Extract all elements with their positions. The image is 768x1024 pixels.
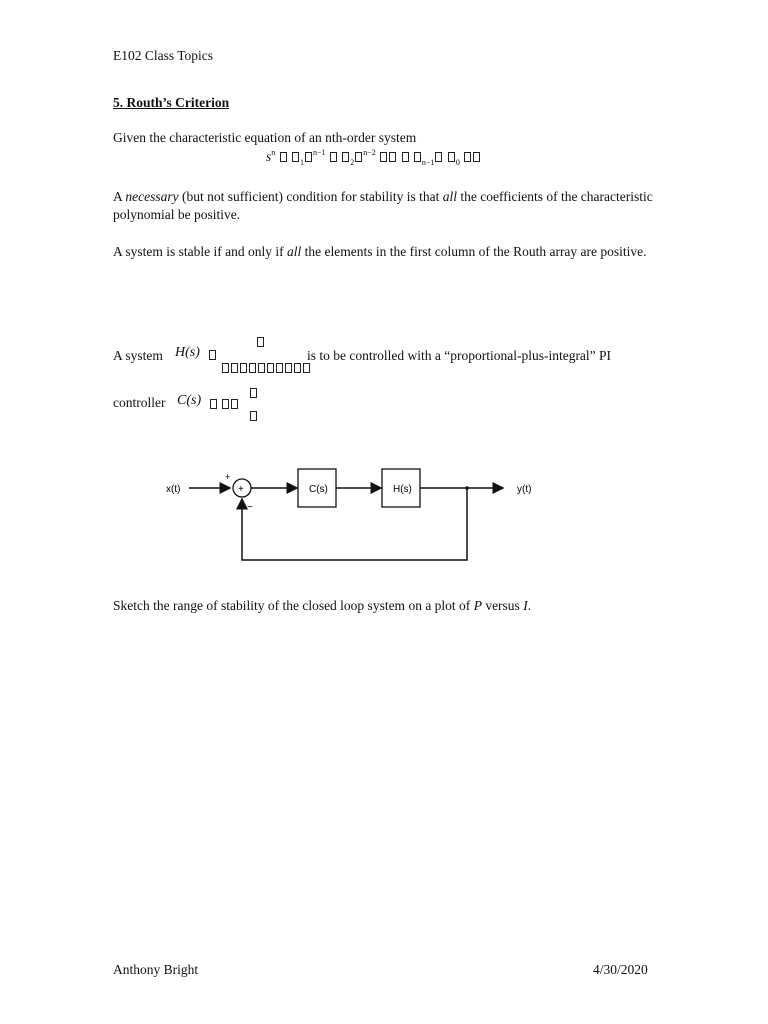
system-func: H(s) <box>175 345 200 360</box>
coef-a-sub: 1 <box>300 158 305 167</box>
text-run: A <box>113 189 126 204</box>
section-title: 5. Routh’s Criterion <box>113 95 230 110</box>
sketch-instruction <box>113 597 673 615</box>
text-run: (but not sufficient) condition for stability is that <box>178 189 443 204</box>
missing-glyph-icon <box>303 363 310 373</box>
missing-glyph-icon <box>257 337 264 347</box>
missing-glyph-icon <box>435 152 442 162</box>
variable-i: I <box>523 598 528 613</box>
missing-glyph-icon <box>380 152 387 162</box>
controller-block-label: C(s) <box>309 484 328 495</box>
necessary-condition <box>113 188 673 224</box>
document-header: E102 Class Topics <box>113 48 214 63</box>
controller-func: C(s) <box>177 393 202 408</box>
controller-fraction-num <box>249 385 258 401</box>
missing-glyph-icon <box>402 152 409 162</box>
system-equals <box>208 347 217 363</box>
plus-sign: + <box>225 472 231 482</box>
input-label: x(t) <box>166 484 181 495</box>
missing-glyph-icon <box>285 363 292 373</box>
missing-glyph-icon <box>330 152 337 162</box>
stability-condition <box>113 243 673 261</box>
missing-glyph-icon <box>473 152 480 162</box>
equation-lead-sup: n <box>271 148 276 157</box>
controller-pre: controller <box>113 395 166 410</box>
missing-glyph-icon <box>355 152 362 162</box>
missing-glyph-icon <box>267 363 274 373</box>
missing-glyph-icon <box>222 399 229 409</box>
coef-a-sup: n−1 <box>313 148 326 157</box>
missing-glyph-icon <box>342 152 349 162</box>
missing-glyph-icon <box>276 363 283 373</box>
feedback-path <box>242 488 467 560</box>
missing-glyph-icon <box>231 363 238 373</box>
text-run: Sketch the range of stability of the closed loop system on a plot of <box>113 598 474 613</box>
fraction-denominator <box>221 360 311 376</box>
controller-fraction-den <box>249 408 258 424</box>
missing-glyph-icon <box>210 399 217 409</box>
controller-rhs <box>209 396 239 412</box>
missing-glyph-icon <box>258 363 265 373</box>
text-run: versus <box>481 598 524 613</box>
coef-b-sup: n−2 <box>363 148 376 157</box>
system-pre: A system <box>113 348 163 363</box>
text-run: A system is stable if and only if <box>113 244 287 259</box>
missing-glyph-icon <box>448 152 455 162</box>
summer-symbol: + <box>238 484 244 495</box>
missing-glyph-icon <box>250 388 257 398</box>
missing-glyph-icon <box>240 363 247 373</box>
characteristic-equation <box>266 148 481 167</box>
text-run: the elements in the first column of the Routh array are positive. <box>301 244 647 259</box>
text-run: the coefficients of the characteristic polynomial be positive. <box>113 189 653 222</box>
emphasis-necessary: necessary <box>125 189 179 204</box>
output-label: y(t) <box>517 484 532 495</box>
coef-c-sub: n−1 <box>421 158 435 167</box>
coef-d-sub: 0 <box>455 158 460 167</box>
missing-glyph-icon <box>414 152 421 162</box>
missing-glyph-icon <box>222 363 229 373</box>
minus-sign: − <box>247 502 253 513</box>
missing-glyph-icon <box>464 152 471 162</box>
equation-lead: s <box>266 149 272 164</box>
missing-glyph-icon <box>209 350 216 360</box>
missing-glyph-icon <box>231 399 238 409</box>
system-post: is to be controlled with a “proportional-plus-integral” PI <box>307 348 612 363</box>
plant-block-label: H(s) <box>393 484 412 495</box>
fraction-numerator <box>256 334 265 350</box>
missing-glyph-icon <box>292 152 299 162</box>
missing-glyph-icon <box>389 152 396 162</box>
emphasis-all: all <box>286 244 302 259</box>
feedback-block-diagram <box>113 455 553 580</box>
variable-p: P <box>473 598 482 613</box>
footer-date: 4/30/2020 <box>593 962 648 977</box>
missing-glyph-icon <box>249 363 256 373</box>
emphasis-all: all <box>442 189 457 204</box>
intro-text: Given the characteristic equation of an nth-order system <box>113 130 417 145</box>
missing-glyph-icon <box>280 152 287 162</box>
missing-glyph-icon <box>294 363 301 373</box>
missing-glyph-icon <box>250 411 257 421</box>
coef-b-sub: 2 <box>350 158 355 167</box>
missing-glyph-icon <box>305 152 312 162</box>
text-run: . <box>527 598 532 613</box>
footer-author: Anthony Bright <box>113 962 199 977</box>
